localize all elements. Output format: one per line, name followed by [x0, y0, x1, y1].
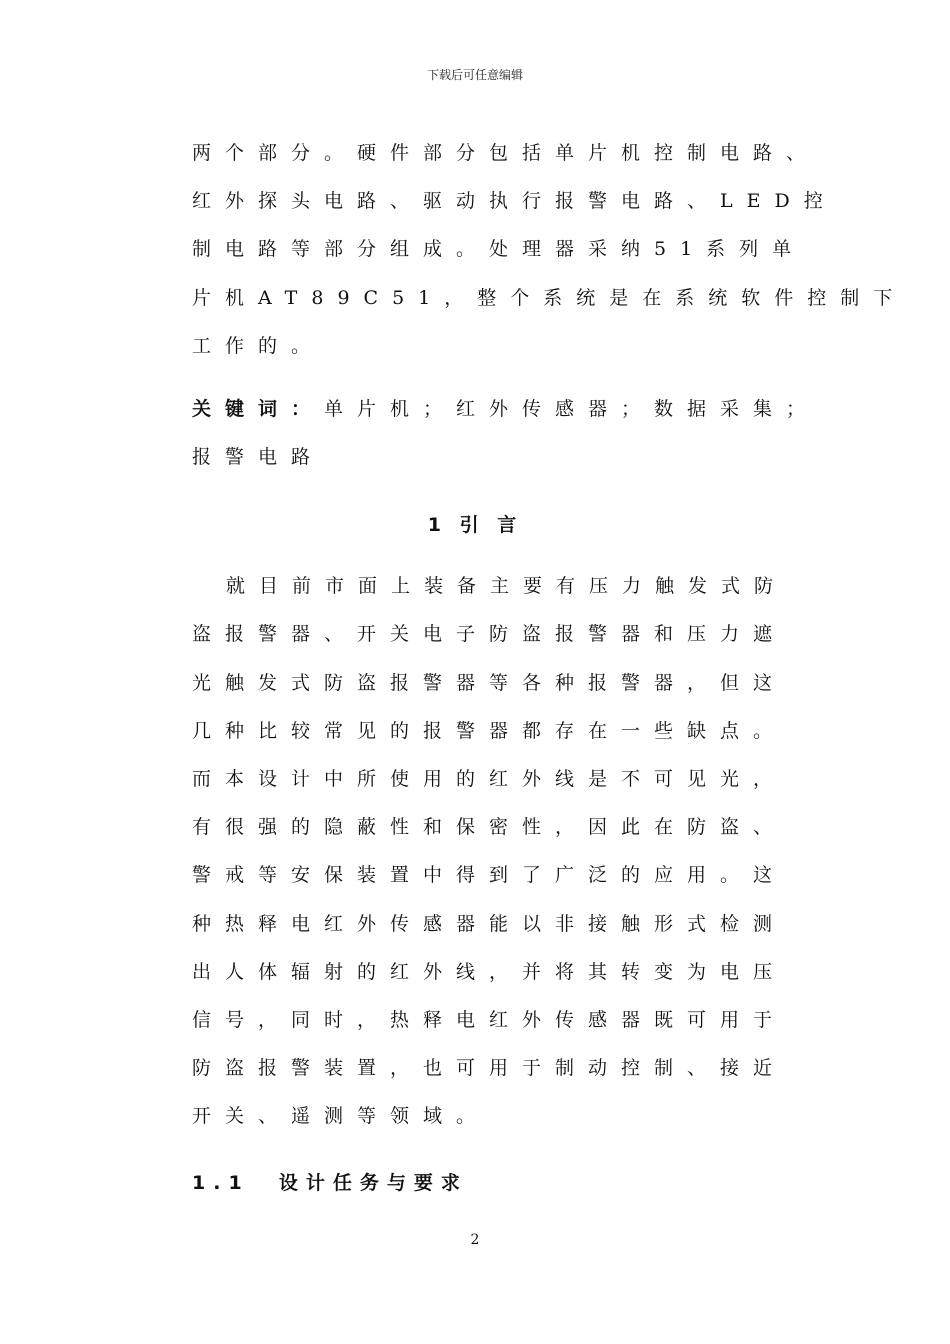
keywords-line-2: 报警电路	[192, 446, 325, 468]
abstract-line-4: 片机AT89C51，整个系统是在系统软件控制下	[192, 287, 907, 309]
section-title-design-task: 1.1 设计任务与要求	[192, 1172, 468, 1194]
intro-line-7: 警戒等安保装置中得到了广泛的应用。这	[192, 864, 787, 886]
keywords-label: 关键词：	[192, 398, 325, 420]
section-title-introduction: 1 引 言	[427, 514, 523, 536]
intro-line-4: 几种比较常见的报警器都存在一些缺点。	[192, 720, 787, 742]
keywords-text: 单片机；红外传感器；数据采集；	[324, 398, 820, 420]
intro-line-10: 信号，同时，热释电红外传感器既可用于	[192, 1009, 787, 1031]
intro-line-8: 种热释电红外传感器能以非接触形式检测	[192, 913, 787, 935]
intro-line-3: 光触发式防盗报警器等各种报警器，但这	[192, 672, 787, 694]
intro-line-1: 就目前市面上装备主要有压力触发式防	[226, 575, 788, 597]
intro-line-2: 盗报警器、开关电子防盗报警器和压力遮	[192, 623, 787, 645]
page-number: 2	[470, 1232, 480, 1248]
intro-line-11: 防盗报警装置，也可用于制动控制、接近	[192, 1057, 787, 1079]
intro-line-9: 出人体辐射的红外线，并将其转变为电压	[192, 961, 787, 983]
abstract-line-2: 红外探头电路、驱动执行报警电路、LED控	[192, 190, 837, 212]
intro-line-5: 而本设计中所使用的红外线是不可见光，	[192, 768, 787, 790]
keywords-line	[192, 397, 819, 421]
intro-line-6: 有很强的隐蔽性和保密性，因此在防盗、	[192, 816, 787, 838]
page-header: 下载后可任意编辑	[426, 68, 523, 82]
intro-line-12: 开关、遥测等领域。	[192, 1105, 490, 1127]
abstract-line-1: 两个部分。硬件部分包括单片机控制电路、	[192, 142, 820, 164]
abstract-line-3: 制电路等部分组成。处理器采纳51系列单	[192, 238, 806, 260]
abstract-line-5: 工作的。	[192, 335, 325, 357]
